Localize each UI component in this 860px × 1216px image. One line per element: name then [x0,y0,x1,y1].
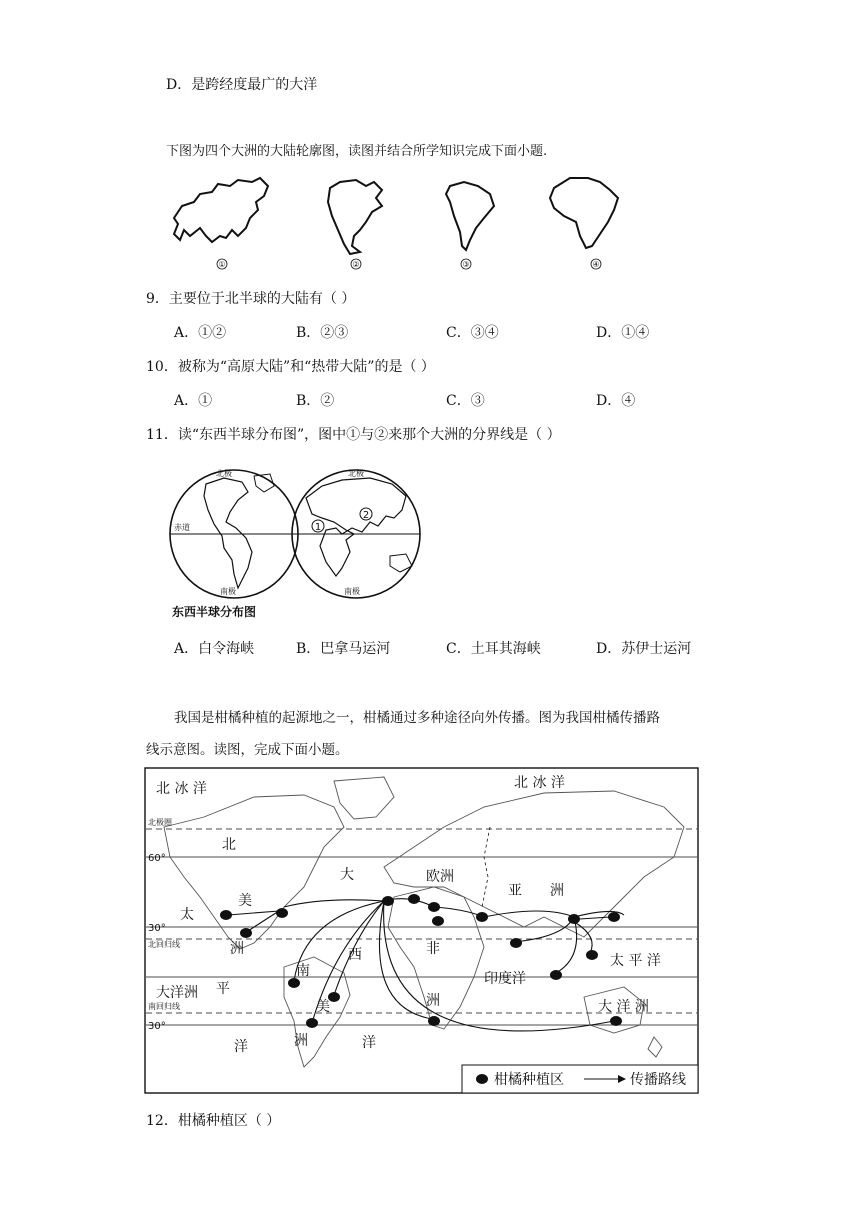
continent-outline-north-america [328,180,382,254]
planting-marker-south-india [510,938,522,948]
q9-option-a[interactable]: A．①② [174,325,227,341]
planting-marker-egypt [432,916,444,926]
legend-route-label: 传播路线 [630,1072,686,1088]
q10-option-d[interactable]: D．④ [596,393,636,409]
north-pole-label-right: 北极 [348,469,364,478]
q9-option-b[interactable]: B．②③ [296,325,349,341]
continent-number-3 [461,259,471,269]
svg-text:④: ④ [592,260,600,269]
q11-option-a[interactable]: A．白令海峡 [174,641,255,657]
continent-outline-africa [550,178,618,248]
label-africa-2: 洲 [426,993,440,1009]
label-oceania-right: 大 洋 洲 [598,999,649,1015]
hemisphere-map [166,456,426,624]
label-atlantic-yang: 洋 [362,1035,376,1051]
planting-marker-greece [428,902,440,912]
label-asia-1: 亚 [508,883,522,899]
americas-land [204,478,252,588]
label-pacific-west-2: 平 [216,981,230,997]
label-atlantic-da: 大 [340,867,354,883]
planting-marker-argentina [306,1018,318,1028]
intro-citrus-line1: 我国是柑橘种植的起源地之一，柑橘通过多种途径向外传播。图为我国柑橘传播路 [174,710,660,726]
q11-option-c[interactable]: C．土耳其海峡 [446,641,541,657]
label-indian-ocean: 印度洋 [484,971,526,987]
label-lat60: 60° [148,853,166,864]
svg-text:③: ③ [462,260,470,269]
planting-marker-indonesia [550,970,562,980]
label-arctic-circle: 北极圈 [148,818,172,827]
marker-2 [360,508,372,521]
label-pacific-west-1: 太 [180,907,194,923]
label-north-america-3: 洲 [230,941,244,957]
continent-number-2 [351,259,361,269]
planting-marker-china [568,914,580,924]
planting-marker-india [476,912,488,922]
continent-outline-eurasia [174,178,268,242]
label-lat30s: 30° [148,1021,166,1032]
q8-option-d: D．是跨经度最广的大洋 [166,77,318,93]
planting-marker-california [220,910,232,920]
marker-1 [312,520,324,533]
svg-text:2: 2 [362,510,370,521]
label-south-america-2: 美 [316,999,330,1015]
label-north-america-2: 美 [238,893,252,909]
label-oceania-left: 大洋洲 [156,985,198,1001]
south-pole-label-right: 南极 [344,587,360,596]
q9-stem: 9．主要位于北半球的大陆有（ ） [146,291,356,307]
label-tropic-cancer: 北回归线 [148,940,180,949]
label-atlantic-xi: 西 [348,947,362,963]
q10-option-a[interactable]: A．① [174,393,213,409]
intro-citrus-line2: 线示意图。读图，完成下面小题。 [146,742,349,758]
svg-text:②: ② [352,260,360,269]
continent-number-4 [591,259,601,269]
hemisphere-map-caption: 东西半球分布图 [172,605,257,619]
planting-marker-spain [382,896,394,906]
label-south-america-1: 南 [296,963,310,979]
label-arctic-left: 北 冰 洋 [156,781,207,797]
intro-continents: 下图为四个大洲的大陆轮廓图，读图并结合所学知识完成下面小题. [166,144,548,159]
planting-marker-taiwan [586,950,598,960]
label-arctic-right: 北 冰 洋 [514,775,565,791]
legend-planting-label: 柑橘种植区 [494,1072,564,1088]
q10-stem: 10．被称为“高原大陆”和“热带大陆”的是（ ） [146,359,435,375]
planting-marker-brazil-1 [288,978,300,988]
label-south-america-3: 洲 [294,1033,308,1049]
q11-option-d[interactable]: D．苏伊士运河 [596,641,692,657]
svg-text:①: ① [218,260,226,269]
label-tropic-capricorn: 南回归线 [148,1002,180,1011]
continent-outline-south-america [446,182,494,250]
planting-marker-japan [608,912,620,922]
q11-stem: 11．读“东西半球分布图”，图中①与②来那个大洲的分界线是（ ） [146,427,561,443]
continent-number-1 [217,259,227,269]
q12-stem: 12．柑橘种植区（ ） [146,1113,281,1129]
label-ocean-left-bottom: 洋 [234,1039,248,1055]
equator-label: 赤道 [174,523,190,532]
label-europe: 欧洲 [426,869,454,885]
planting-marker-mexico [240,928,252,938]
planting-marker-italy [408,894,420,904]
q10-option-c[interactable]: C．③ [446,393,485,409]
label-north-america-1: 北 [222,837,236,853]
north-pole-label-left: 北极 [216,469,232,478]
label-africa-1: 非 [426,941,440,957]
legend-planting-icon [476,1074,488,1084]
label-asia-2: 洲 [550,883,564,899]
svg-text:1: 1 [314,522,322,533]
q9-option-d[interactable]: D．①④ [596,325,650,341]
label-lat30n: 30° [148,923,166,934]
label-pacific-east: 太 平 洋 [610,953,661,969]
continent-outlines-figure [160,166,650,276]
planting-marker-florida [276,908,288,918]
q11-option-b[interactable]: B．巴拿马运河 [296,641,391,657]
q10-option-b[interactable]: B．② [296,393,335,409]
planting-marker-south-africa [428,1016,440,1026]
south-pole-label-left: 南极 [220,587,236,596]
planting-marker-australia [610,1016,622,1026]
q9-option-c[interactable]: C．③④ [446,325,499,341]
citrus-world-map [144,767,700,1095]
